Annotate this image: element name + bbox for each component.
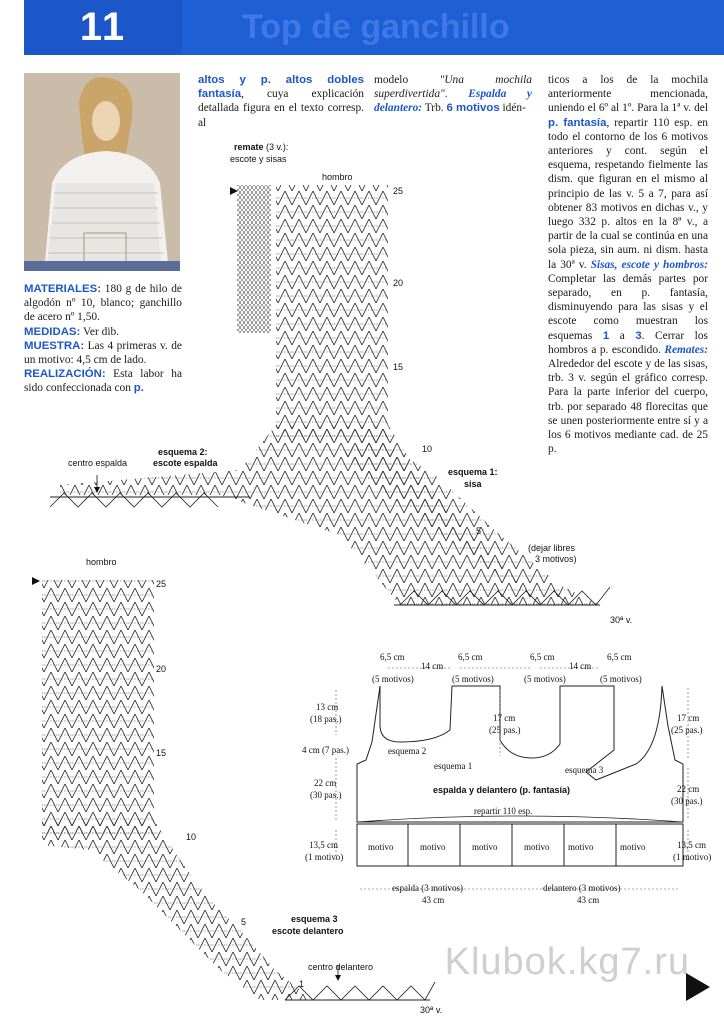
- dim-r1: 17 cm: [677, 713, 700, 723]
- col4-t11: Alrededor del escote y de las sisas, trb. 3 v. según el gráfico corresp. Para la parte inferior del cuerpo, trb. por separado 48 florecitas que se unen posteriormente entre sí y a los 6 motivos mediante cad. de 25 p.: [548, 358, 708, 456]
- row-25: 25: [393, 186, 404, 196]
- col4-t7: a: [609, 329, 636, 342]
- materiales-text: 180 g de hilo de algodón nº 10, blanco; ganchillo de acero nº 1,50.: [24, 283, 182, 324]
- dim-l1: 13 cm: [316, 702, 339, 712]
- dim-w3-motivos: (5 motivos): [452, 674, 494, 684]
- row-5: 5: [476, 526, 482, 536]
- bottom-delantero-cm: 43 cm: [577, 895, 600, 905]
- watermark: Klubok.kg7.ru: [444, 941, 690, 983]
- dim-w6: 6,5 cm: [607, 652, 632, 662]
- row-10: 10: [422, 444, 433, 454]
- front-row-5: 5: [241, 917, 247, 927]
- dim-c1: 17 cm: [493, 713, 516, 723]
- bottom-espalda-cm: 43 cm: [422, 895, 445, 905]
- col4-t6: 1: [602, 329, 610, 342]
- col4-t1: ticos a los de la mochila anteriormente mencionada, uniendo el 6º al 1º. Para la 1ª v. del: [548, 74, 708, 115]
- motivo-6: motivo: [620, 842, 646, 852]
- realizacion-label: REALIZACIÓN:: [24, 368, 106, 381]
- esquema3-subtitle: escote delantero: [272, 926, 344, 936]
- dim-l4-motivo: (1 motivo): [305, 852, 344, 862]
- dim-r2-pas: (30 pas.): [671, 796, 703, 806]
- dim-r3: 13,5 cm: [677, 840, 706, 850]
- front-row-30: 30ª v.: [420, 1005, 443, 1015]
- col4-t10: Remates:: [664, 343, 708, 356]
- esquema2-title: esquema 2:: [158, 447, 208, 457]
- dim-w4: 6,5 cm: [530, 652, 555, 662]
- remate-sublabel: escote y sisas: [230, 154, 287, 164]
- front-row-25: 25: [156, 579, 167, 589]
- front-row-1: 1: [299, 979, 305, 989]
- motivo-1: motivo: [368, 842, 394, 852]
- column-3: [374, 73, 532, 116]
- col4-t2: p. fantasía: [548, 116, 607, 129]
- col2-text: , cuya explicación detallada figura en el texto corresp. al: [198, 88, 364, 129]
- col3-text-e: Trb.: [422, 102, 447, 115]
- dim-w1-motivos: (5 motivos): [372, 674, 414, 684]
- medidas-label: MEDIDAS:: [24, 325, 81, 338]
- esquema1-title: esquema 1:: [448, 467, 498, 477]
- esquema2-subtitle: escote espalda: [153, 458, 218, 468]
- next-page-arrow-icon[interactable]: [686, 973, 710, 1001]
- front-row-20: 20: [156, 664, 167, 674]
- col4-t8: 3: [635, 329, 642, 342]
- col3-text-g: idén-: [499, 102, 526, 115]
- col4-t5: Completar las demás partes por separado, en p. fantasía, disminuyendo para las sisas y el escote como muestran los esquemas: [548, 272, 708, 342]
- bottom-espalda: espalda (3 motivos): [392, 883, 463, 893]
- header-title: Top de ganchillo: [242, 8, 510, 46]
- dim-w2: 14 cm: [421, 661, 444, 671]
- schem-esquema2: esquema 2: [388, 746, 427, 756]
- schem-repartir: repartir 110 esp.: [474, 806, 533, 816]
- front-hombro-label: hombro: [86, 557, 117, 567]
- medidas-text: Ver dib.: [80, 325, 120, 338]
- header-bar: [182, 0, 724, 55]
- remate-column: [237, 185, 271, 333]
- materiales-label: MATERIALES:: [24, 283, 101, 295]
- garment-schematic: [300, 640, 724, 920]
- col4-t9: . Cerrar los hombros a p. escondido.: [548, 329, 708, 356]
- muestra-label: MUESTRA:: [24, 339, 85, 352]
- shoulder-column: [276, 185, 388, 440]
- row-15: 15: [393, 362, 404, 372]
- dim-l2: 4 cm (7 pas.): [302, 745, 349, 755]
- dim-l3-pas: (30 pas.): [310, 790, 342, 800]
- dejar-libres-sub: 3 motivos): [535, 554, 577, 564]
- front-body-mesh: [42, 820, 315, 1000]
- dim-w3: 6,5 cm: [458, 652, 483, 662]
- esquema3-title: esquema 3: [291, 914, 338, 924]
- hombro-label: hombro: [322, 172, 353, 182]
- muestra-text: Las 4 primeras v. de un motivo: 4,5 cm de lado.: [24, 339, 182, 367]
- dim-c1-pas: (25 pas.): [489, 725, 521, 735]
- dejar-libres-label: (dejar libres: [528, 543, 576, 553]
- col3-motivos: 6 motivos: [446, 102, 500, 115]
- dim-w5: 14 cm: [569, 661, 592, 671]
- dim-l1-pas: (18 pas.): [310, 714, 342, 724]
- remate-label: remate (3 v.):: [234, 142, 289, 152]
- col3-text-a: modelo: [374, 74, 440, 86]
- centro-delantero-label: centro delantero: [308, 962, 374, 972]
- col3-title: "Una mochila superdivertida": [374, 74, 532, 101]
- esquema1-subtitle: sisa: [464, 479, 482, 489]
- bottom-delantero: delantero (3 motivos): [543, 883, 621, 893]
- row-20: 20: [393, 278, 404, 288]
- motivo-4: motivo: [524, 842, 550, 852]
- motivo-2: motivo: [420, 842, 446, 852]
- front-row-10: 10: [186, 832, 197, 842]
- col3-text-c: .: [444, 88, 469, 101]
- dim-r3-motivo: (1 motivo): [673, 852, 712, 862]
- centro-espalda-label: centro espalda: [68, 458, 128, 468]
- realizacion-text: Esta labor ha sido confeccionada con: [24, 368, 182, 395]
- col4-t3: , repartir 110 esp. en todo el contorno de los 6 motivos anteriores y cont. según el esquema, respetando fielmente las dism. que figuran en el mismo al principio de las v. 5 a 7, para así obtener 83 motivos en dichas v., y luego 332 p. altos en la 8ª v., a partir de la cual se continúa en una sola pieza, sin aum. ni dism. hasta la 30ª v.: [548, 116, 708, 271]
- row-30: 30ª v.: [610, 615, 633, 625]
- front-row-15: 15: [156, 748, 167, 758]
- dim-w1: 6,5 cm: [380, 652, 405, 662]
- schem-body-label: espalda y delantero (p. fantasía): [433, 785, 571, 795]
- motivo-5: motivo: [568, 842, 594, 852]
- realizacion-link: p.: [133, 382, 144, 395]
- schem-esquema1: esquema 1: [434, 761, 473, 771]
- dim-w6-motivos: (5 motivos): [600, 674, 642, 684]
- motivo-3: motivo: [472, 842, 498, 852]
- dim-l4: 13,5 cm: [309, 840, 338, 850]
- dim-r2: 22 cm: [677, 784, 700, 794]
- col4-t4: Sisas, escote y hombros:: [590, 258, 708, 271]
- dim-r1-pas: (25 pas.): [671, 725, 703, 735]
- schem-esquema3: esquema 3: [565, 765, 604, 775]
- page-number: 11: [24, 0, 182, 55]
- column-2: [198, 73, 364, 130]
- col3-section: Espalda y delantero:: [374, 88, 532, 115]
- dim-l3: 22 cm: [314, 778, 337, 788]
- col2-emphasis: altos y p. altos dobles fantasía: [198, 74, 364, 101]
- dim-w4-motivos: (5 motivos): [524, 674, 566, 684]
- front-shoulder-column: [42, 580, 154, 835]
